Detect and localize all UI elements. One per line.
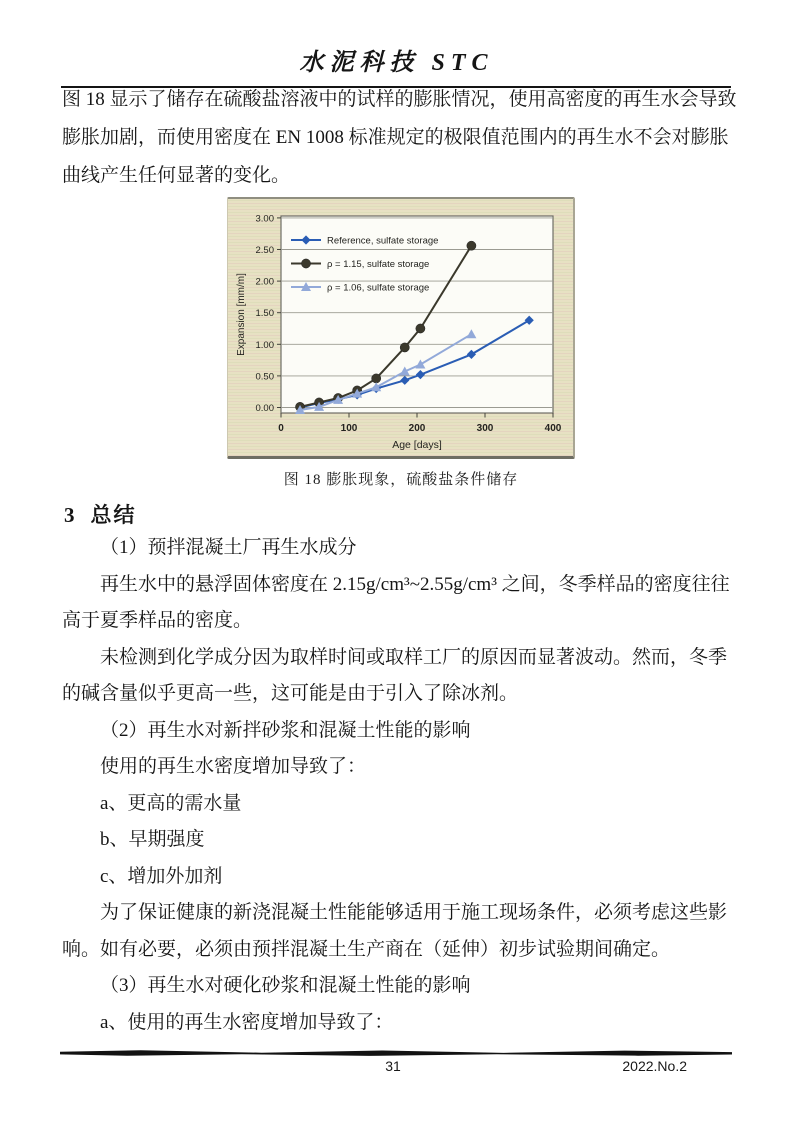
x-tick-label: 200 xyxy=(408,423,426,434)
summary-line: a、更高的需水量 xyxy=(100,792,242,814)
data-point-circle xyxy=(416,324,425,333)
intro-line: 图 18 显示了储存在硫酸盐溶液中的试样的膨胀情况，使用高密度的再生水会导致 xyxy=(62,89,737,110)
legend-label: ρ = 1.15, sulfate storage xyxy=(327,259,430,270)
summary-line: （1）预拌混凝土厂再生水成分 xyxy=(100,537,357,558)
summary-line: 的碱含量似乎更高一些，这可能是由于引入了除冰剂。 xyxy=(62,683,519,704)
x-tick-label: 300 xyxy=(476,423,494,434)
y-tick-label: 2.00 xyxy=(255,276,274,288)
summary-line: （2）再生水对新拌砂浆和混凝土性能的影响 xyxy=(100,719,471,741)
data-point-circle xyxy=(400,343,409,352)
issue-label: 2022.No.2 xyxy=(622,1058,687,1074)
summary-line: a、使用的再生水密度增加导致了： xyxy=(100,1011,394,1033)
y-axis-title: Expansion [mm/m] xyxy=(236,273,247,356)
intro-paragraph xyxy=(62,81,737,195)
legend-label: Reference, sulfate storage xyxy=(327,235,439,247)
summary-line: 再生水中的悬浮固体密度在 2.15g/cm³~2.55g/cm³ 之间，冬季样品的密度往往 xyxy=(100,573,730,595)
summary-line: 高于夏季样品的密度。 xyxy=(62,610,253,631)
summary-line: b、早期强度 xyxy=(100,829,205,850)
x-axis-title: Age [days] xyxy=(392,439,442,451)
x-tick-label: 0 xyxy=(278,423,284,434)
x-tick-label: 100 xyxy=(340,423,358,434)
y-tick-label: 2.50 xyxy=(255,245,274,256)
data-point-circle xyxy=(467,241,476,250)
legend-label: ρ = 1.06, sulfate storage xyxy=(327,282,430,294)
expansion-chart-svg xyxy=(228,199,574,456)
data-point-circle xyxy=(372,374,381,383)
summary-line: 为了保证健康的新浇混凝土性能能够适用于施工现场条件，必须考虑这些影 xyxy=(100,902,728,923)
y-tick-label: 3.00 xyxy=(255,213,274,225)
y-tick-label: 0.50 xyxy=(255,371,274,383)
summary-section xyxy=(62,500,734,1041)
section-number: 3 xyxy=(64,503,75,527)
figure-caption: 图 18 膨胀现象，硫酸盐条件储存 xyxy=(283,472,519,488)
page-number: 31 xyxy=(385,1058,401,1074)
y-tick-label: 1.50 xyxy=(255,308,274,320)
summary-line: 响。如有必要，必须由预拌混凝土生产商在（延伸）初步试验期间确定。 xyxy=(62,938,671,960)
intro-line: 膨胀加剧，而使用密度在 EN 1008 标准规定的极限值范围内的再生水不会对膨胀 xyxy=(62,127,729,148)
summary-line: 使用的再生水密度增加导致了： xyxy=(100,756,367,777)
expansion-chart xyxy=(227,197,575,459)
summary-line: （3）再生水对硬化砂浆和混凝土性能的影响 xyxy=(100,975,471,996)
figure-18 xyxy=(227,197,575,489)
intro-line: 曲线产生任何显著的变化。 xyxy=(62,165,291,186)
section-title: 总结 xyxy=(90,503,137,527)
summary-line: 未检测到化学成分因为取样时间或取样工厂的原因而显著波动。然而，冬季 xyxy=(100,646,728,668)
summary-line: c、增加外加剂 xyxy=(100,865,223,887)
summary-lines xyxy=(62,530,734,1041)
journal-title: 水泥科技 STC xyxy=(299,50,494,76)
footer-rule xyxy=(60,1050,732,1056)
x-tick-label: 400 xyxy=(544,423,562,434)
section-heading xyxy=(62,500,734,530)
data-point-circle xyxy=(301,259,310,268)
y-tick-label: 1.00 xyxy=(255,339,274,351)
y-tick-label: 0.00 xyxy=(255,403,274,414)
